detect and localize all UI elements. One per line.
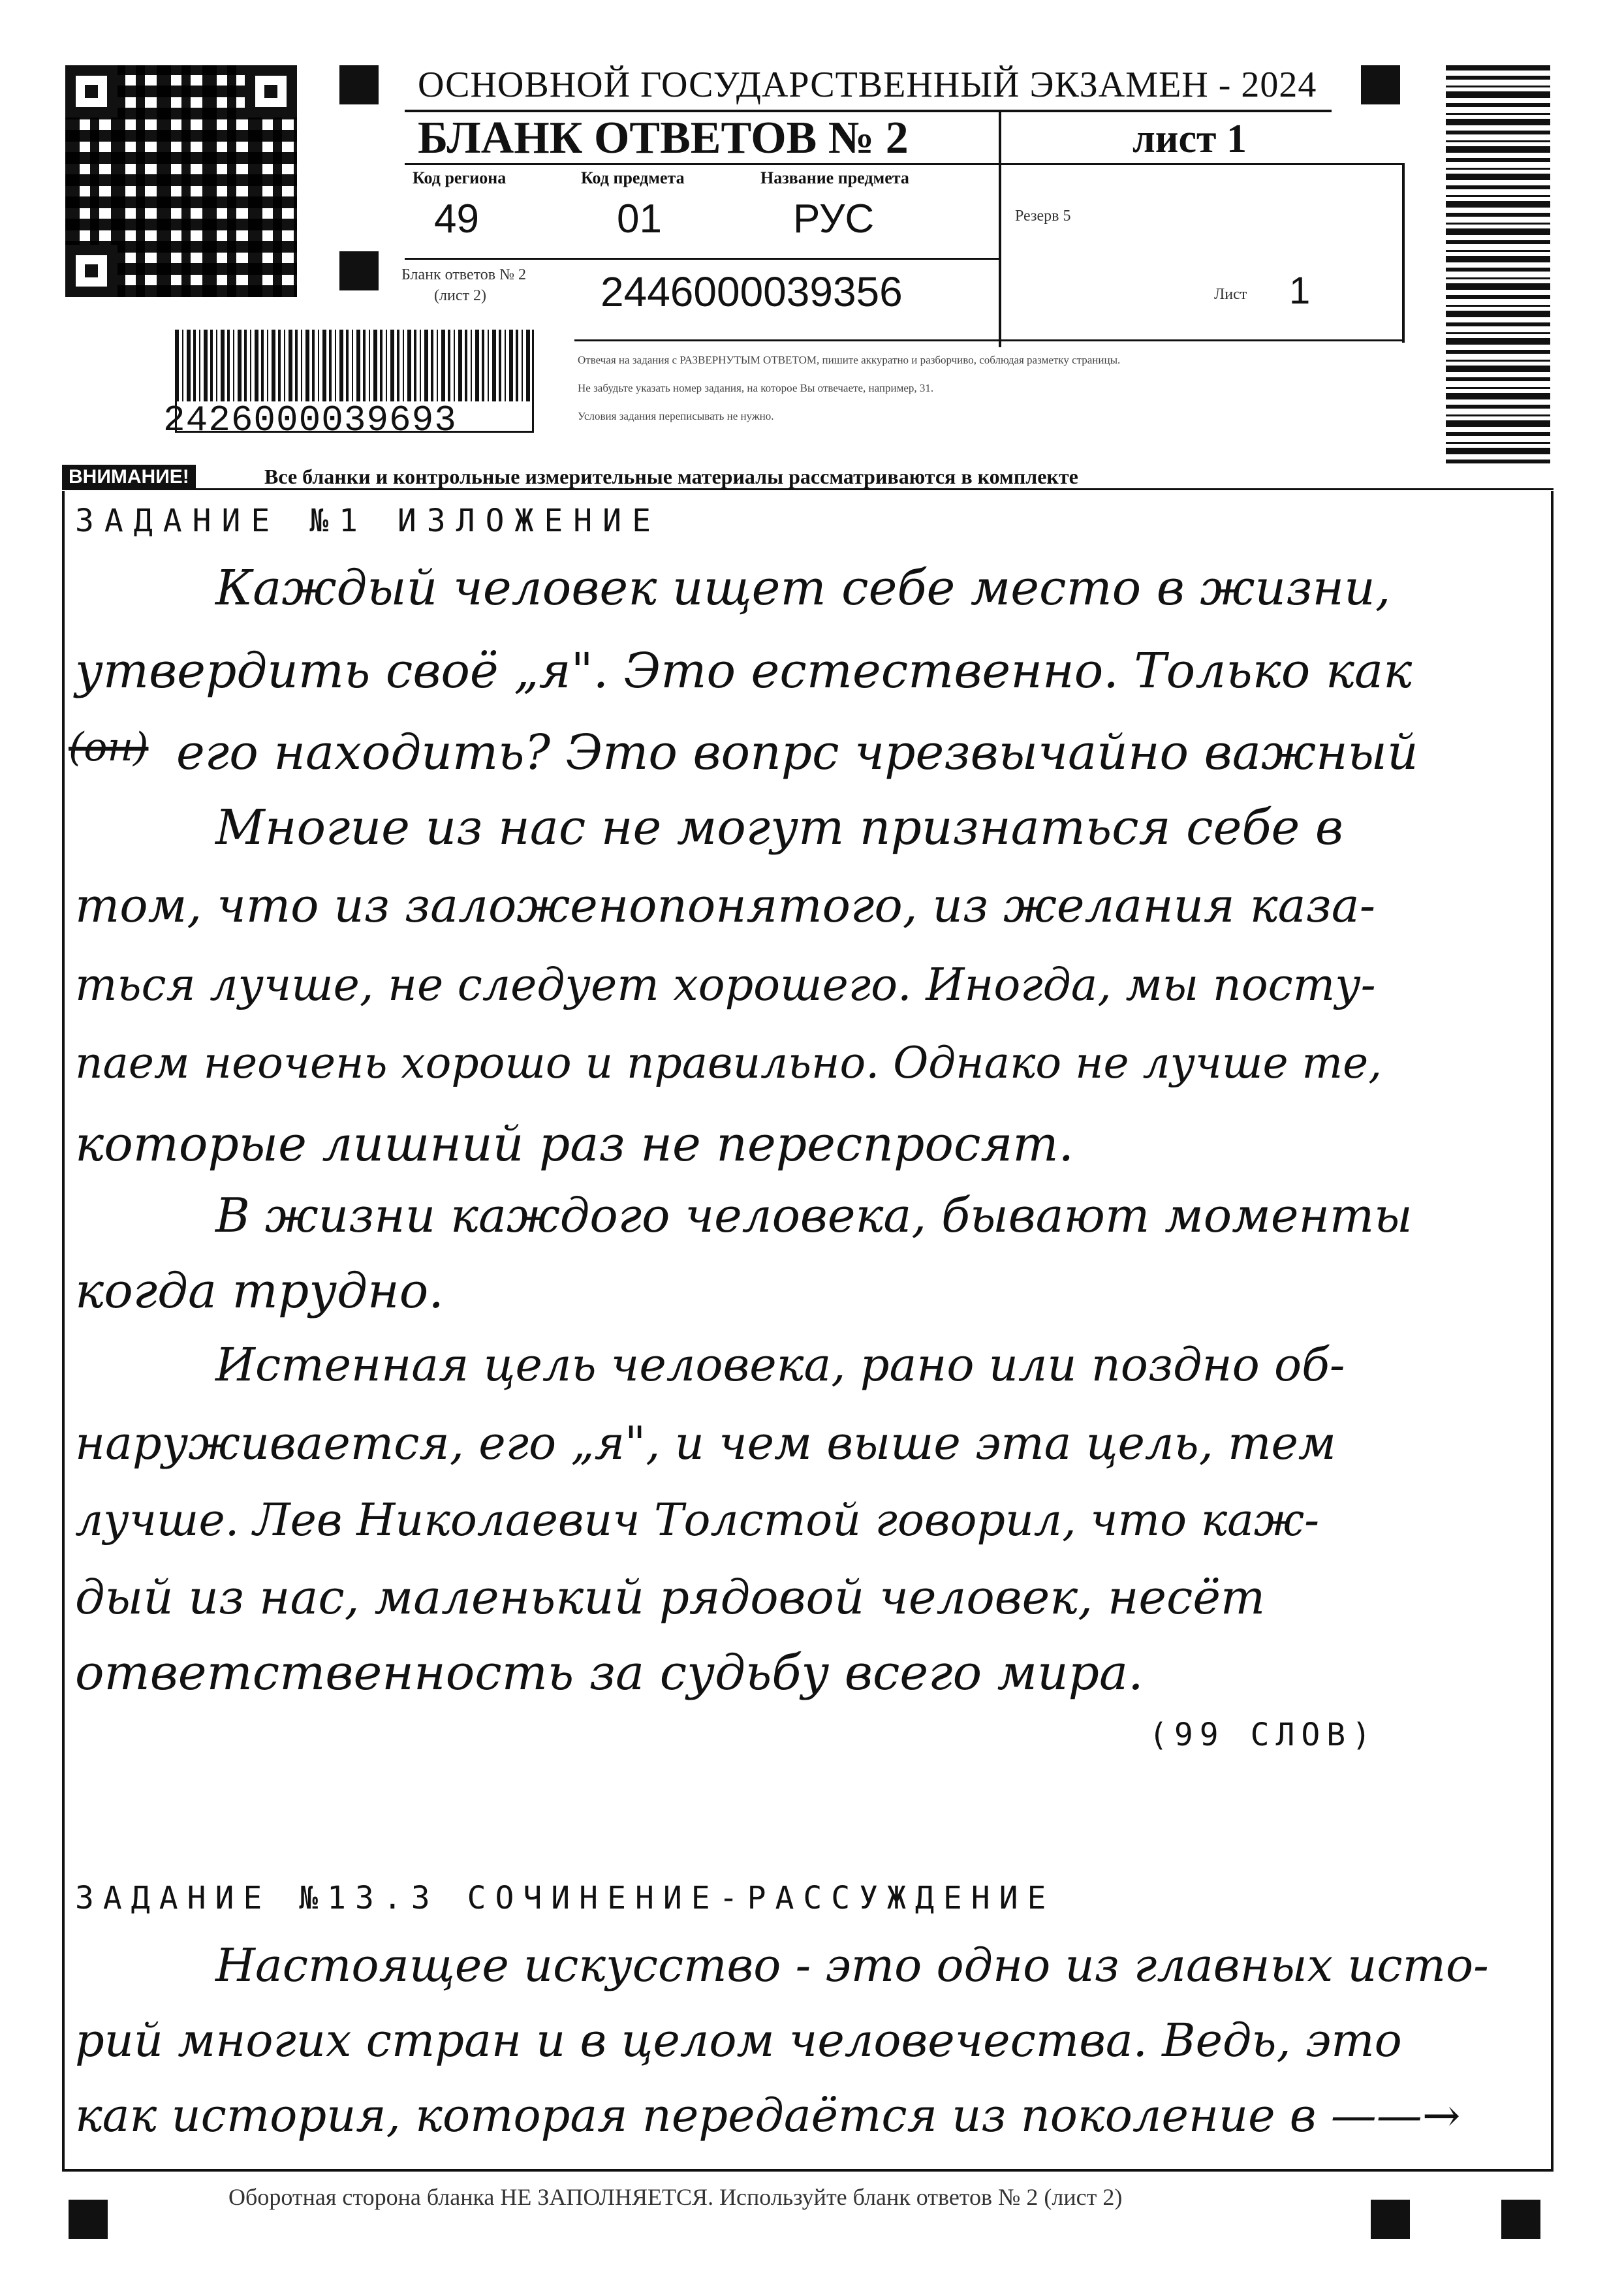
reserve-label: Резерв 5 [1015,208,1071,225]
answer-line: когда трудно. [75,1263,444,1319]
answer-line: утвердить своё „я". Это естественно. Только как [75,643,1413,699]
answer-line: как история, которая передаётся из поколение в ——→ [75,2089,1461,2142]
divider [405,258,1001,260]
answer-line: которые лишний раз не переспросят. [75,1116,1074,1172]
answer-line: ться лучше, не следует хорошего. Иногда, мы посту- [75,959,1376,1011]
divider [574,339,1403,341]
registration-mark [1501,2200,1540,2239]
sheet-value: 1 [1289,270,1311,312]
answer-line: паем неочень хорошо и правильно. Однако не лучше те, [75,1038,1382,1088]
answer-line: Многие из нас не могут признаться себе в [215,800,1343,856]
instruction-line: Отвечая на задания с РАЗВЕРНУТЫМ ОТВЕТОМ, пишите аккуратно и разборчиво, соблюдая разметку страницы. [578,354,1121,366]
blank-number-label: Бланк ответов № 2 [401,266,527,283]
exam-title: ОСНОВНОЙ ГОСУДАРСТВЕННЫЙ ЭКЗАМЕН - 2024 [418,65,1317,105]
blank-title: БЛАНК ОТВЕТОВ № 2 [418,113,909,163]
answer-line: его находить? Это вопрс чрезвычайно важный [176,725,1418,781]
footer-note: Оборотная сторона бланка НЕ ЗАПОЛНЯЕТСЯ. Используйте бланк ответов № 2 (лист 2) [228,2184,1123,2210]
registration-mark [339,251,379,290]
answer-line: лучше. Лев Николаевич Толстой говорил, что каж- [75,1495,1320,1546]
subject-name-value: РУС [793,196,875,242]
answer-line: ответственность за судьбу всего мира. [75,1645,1144,1701]
instruction-line: Условия задания переписывать не нужно. [578,410,774,422]
region-label: Код региона [413,168,507,187]
answer-line: В жизни каждого человека, бывают моменты [215,1188,1413,1243]
registration-mark [1361,65,1400,104]
blank-number-sublabel: (лист 2) [434,287,486,304]
divider [62,488,1554,490]
answer-line: том, что из заложенопонятого, из желания каза- [75,878,1376,933]
registration-mark [339,65,379,104]
barcode-vertical [1446,65,1550,463]
divider [999,112,1001,347]
attention-badge: ВНИМАНИЕ! [62,465,196,490]
answer-line: наруживается, его „я", и чем выше эта цель, тем [75,1416,1336,1470]
sheet-title: лист 1 [1132,117,1247,161]
registration-mark [1371,2200,1410,2239]
answer-line: рий многих стран и в целом человечества. Ведь, это [75,2014,1402,2067]
subject-name-label: Название предмета [760,168,909,187]
attention-text: Все бланки и контрольные измерительные материалы рассматриваются в комплекте [264,465,1078,488]
divider [405,163,1403,165]
instruction-line: Не забудьте указать номер задания, на которое Вы отвечаете, например, 31. [578,382,934,394]
answer-line: дый из нас, маленький рядовой человек, несёт [75,1570,1266,1625]
task-heading: ЗАДАНИЕ №1 ИЗЛОЖЕНИЕ [75,503,661,539]
qr-code [65,65,297,297]
answer-line: Истенная цель человека, рано или поздно об- [215,1338,1345,1392]
subject-code-value: 01 [617,196,662,242]
word-count: (99 СЛОВ) [1149,1717,1378,1753]
barcode-number: 2426000039693 [163,399,457,441]
sheet-label: Лист [1214,286,1247,303]
registration-mark [69,2200,108,2239]
blank-number-value: 2446000039356 [601,268,903,315]
struck-word: (он) [69,725,149,770]
answer-line: Каждый человек ищет себе место в жизни, [215,560,1391,616]
task-heading: ЗАДАНИЕ №13.3 СОЧИНЕНИЕ-РАССУЖДЕНИЕ [75,1880,1055,1916]
subject-code-label: Код предмета [581,168,685,187]
answer-line: Настоящее искусство - это одно из главных исто- [215,1939,1489,1992]
region-value: 49 [434,196,479,242]
divider [1402,163,1405,343]
